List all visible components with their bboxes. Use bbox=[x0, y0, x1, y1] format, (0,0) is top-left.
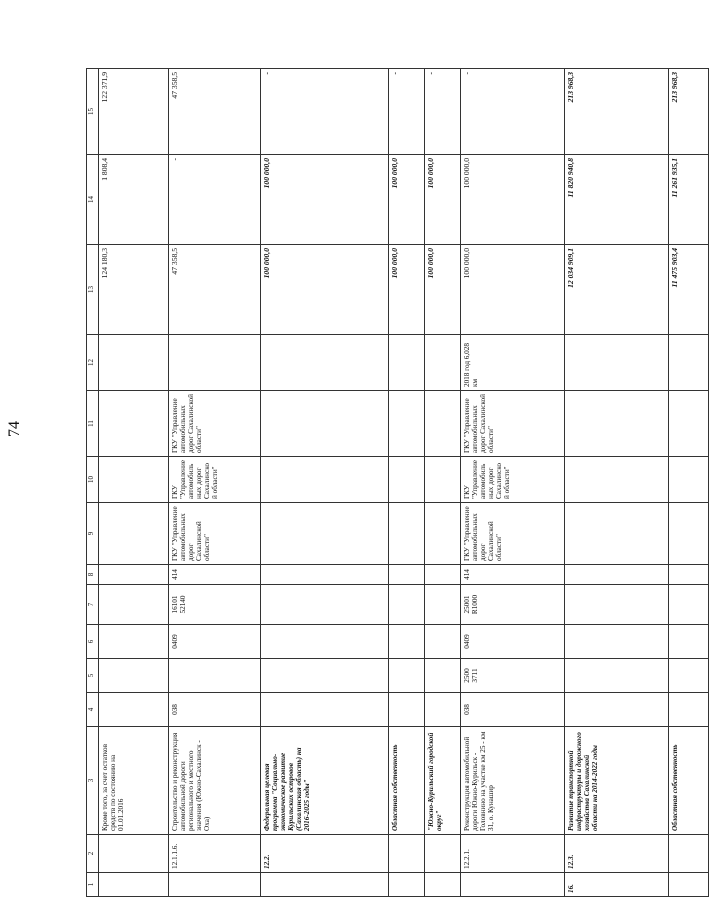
table-cell bbox=[669, 835, 709, 873]
table-cell bbox=[261, 503, 389, 565]
table-cell: 12.2. bbox=[261, 835, 389, 873]
table-cell bbox=[425, 503, 461, 565]
table-cell bbox=[261, 659, 389, 693]
table-cell bbox=[261, 873, 389, 897]
table-cell: 038 bbox=[461, 693, 565, 727]
table-cell: ГКУ "Управление автомобильных дорог Сахалинской области" bbox=[169, 503, 261, 565]
table-cell: 100 000,0 bbox=[261, 155, 389, 245]
table-cell: "Южно-Курильский городской округ" bbox=[425, 727, 461, 835]
table-cell bbox=[389, 335, 425, 391]
table-cell bbox=[461, 873, 565, 897]
table-cell: Областная собственность bbox=[669, 727, 709, 835]
table-cell bbox=[99, 693, 169, 727]
table-cell: 12.2.1. bbox=[461, 835, 565, 873]
table-cell: 100 000,0 bbox=[389, 245, 425, 335]
table-cell bbox=[99, 503, 169, 565]
table-cell: Строительство и реконструкция автомобильной дороги регионального и местного значения (Южно-Сахалинск - Оха) bbox=[169, 727, 261, 835]
table-cell: Федеральная целевая программа "Социально-экономическое развитие Курильских островов (Сахалинская область) на 2016-2025 годы" bbox=[261, 727, 389, 835]
table-cell bbox=[261, 585, 389, 625]
table-cell bbox=[261, 693, 389, 727]
table-cell bbox=[565, 693, 669, 727]
table-cell bbox=[565, 625, 669, 659]
table-cell bbox=[261, 565, 389, 585]
table-cell bbox=[565, 335, 669, 391]
table-cell: - bbox=[169, 155, 261, 245]
table-cell: 11 261 935,1 bbox=[669, 155, 709, 245]
table-cell: Развитие транспортной инфраструктуры и дорожного хозяйства Сахалинской области на 2014-2022 годы bbox=[565, 727, 669, 835]
col-header: 10 bbox=[87, 457, 99, 503]
table-cell bbox=[565, 457, 669, 503]
col-header: 6 bbox=[87, 625, 99, 659]
table-cell: 100 000,0 bbox=[261, 245, 389, 335]
table-cell: 100 000,0 bbox=[461, 155, 565, 245]
table-cell bbox=[425, 457, 461, 503]
table-cell bbox=[425, 625, 461, 659]
table-cell: 11 475 903,4 bbox=[669, 245, 709, 335]
table-cell: 122 371,9 bbox=[99, 69, 169, 155]
table-cell bbox=[169, 659, 261, 693]
table-cell bbox=[669, 503, 709, 565]
table-cell bbox=[389, 565, 425, 585]
table-cell bbox=[99, 873, 169, 897]
table-row bbox=[261, 69, 389, 897]
table-row bbox=[169, 69, 261, 897]
table-cell bbox=[425, 565, 461, 585]
table-cell: 12.1.1.6. bbox=[169, 835, 261, 873]
table-cell bbox=[389, 873, 425, 897]
table-cell bbox=[565, 565, 669, 585]
table-cell bbox=[99, 457, 169, 503]
table-cell: 100 000,0 bbox=[389, 155, 425, 245]
table-cell bbox=[425, 693, 461, 727]
col-header: 7 bbox=[87, 585, 99, 625]
table-cell bbox=[425, 585, 461, 625]
col-header: 4 bbox=[87, 693, 99, 727]
table-cell bbox=[669, 873, 709, 897]
table-cell bbox=[389, 457, 425, 503]
table-cell bbox=[99, 391, 169, 457]
table-body bbox=[99, 69, 709, 897]
table-cell: 0409 bbox=[169, 625, 261, 659]
table-cell bbox=[389, 693, 425, 727]
table-cell: 124 180,3 bbox=[99, 245, 169, 335]
table-cell bbox=[261, 335, 389, 391]
col-header: 8 bbox=[87, 565, 99, 585]
table-row bbox=[461, 69, 565, 897]
col-header: 13 bbox=[87, 245, 99, 335]
col-header: 5 bbox=[87, 659, 99, 693]
table-cell bbox=[565, 391, 669, 457]
table-cell: 100 000,0 bbox=[425, 245, 461, 335]
table-cell: 1 808,4 bbox=[99, 155, 169, 245]
col-header: 11 bbox=[87, 391, 99, 457]
table-cell bbox=[669, 585, 709, 625]
table-cell bbox=[99, 585, 169, 625]
table-cell bbox=[669, 335, 709, 391]
table-row bbox=[565, 69, 669, 897]
page-number: 74 bbox=[6, 421, 23, 437]
table-cell bbox=[669, 693, 709, 727]
table-cell: 213 968,3 bbox=[565, 69, 669, 155]
table-cell bbox=[99, 835, 169, 873]
table-cell: 47 358,5 bbox=[169, 245, 261, 335]
table-cell bbox=[425, 391, 461, 457]
table-cell bbox=[261, 391, 389, 457]
table-cell bbox=[169, 873, 261, 897]
table-cell bbox=[169, 335, 261, 391]
table-cell bbox=[565, 585, 669, 625]
col-header: 1 bbox=[87, 873, 99, 897]
table-cell bbox=[669, 457, 709, 503]
table-cell bbox=[389, 659, 425, 693]
table-cell bbox=[669, 625, 709, 659]
table-cell bbox=[99, 659, 169, 693]
table-cell bbox=[389, 503, 425, 565]
table-cell bbox=[425, 659, 461, 693]
table-cell: 16. bbox=[565, 873, 669, 897]
table-cell bbox=[389, 835, 425, 873]
table-cell: Реконструкция автомобильной дороги Южно-Курильск - Головнино на участке км 25 - км 31, о. Кунашир bbox=[461, 727, 565, 835]
col-header: 14 bbox=[87, 155, 99, 245]
table-cell: 038 bbox=[169, 693, 261, 727]
table-cell: 25001 R1000 bbox=[461, 585, 565, 625]
table-cell bbox=[425, 873, 461, 897]
col-header: 12 bbox=[87, 335, 99, 391]
table-cell: 414 bbox=[461, 565, 565, 585]
table-cell: - bbox=[425, 69, 461, 155]
table-cell bbox=[425, 335, 461, 391]
table-cell: ГКУ "Управление автомобильных дорог Сахалинской области" bbox=[169, 457, 261, 503]
col-header: 9 bbox=[87, 503, 99, 565]
table-cell bbox=[565, 659, 669, 693]
table-cell: 414 bbox=[169, 565, 261, 585]
table-row bbox=[425, 69, 461, 897]
table-cell bbox=[261, 625, 389, 659]
table-row bbox=[669, 69, 709, 897]
table-cell bbox=[565, 503, 669, 565]
table-cell: 47 358,5 bbox=[169, 69, 261, 155]
column-number-row bbox=[87, 69, 99, 897]
table-cell: 11 820 940,8 bbox=[565, 155, 669, 245]
table-cell bbox=[99, 625, 169, 659]
table-cell: ГКУ "Управление автомобильных дорог Сахалинской области" bbox=[461, 457, 565, 503]
table-cell: 100 000,0 bbox=[425, 155, 461, 245]
table-cell bbox=[261, 457, 389, 503]
table-cell: - bbox=[261, 69, 389, 155]
table-cell: 100 000,0 bbox=[461, 245, 565, 335]
table-cell: 213 968,3 bbox=[669, 69, 709, 155]
table-cell bbox=[669, 659, 709, 693]
table-cell: 2500 3711 bbox=[461, 659, 565, 693]
table-cell: - bbox=[461, 69, 565, 155]
table-cell: 12.3. bbox=[565, 835, 669, 873]
table-cell bbox=[669, 565, 709, 585]
table-cell: Областная собственность bbox=[389, 727, 425, 835]
table-cell bbox=[99, 335, 169, 391]
table-cell bbox=[389, 625, 425, 659]
table-row bbox=[99, 69, 169, 897]
table-cell bbox=[99, 565, 169, 585]
table-row bbox=[389, 69, 425, 897]
table-cell: ГКУ "Управление автомобильных дорог Сахалинской области" bbox=[461, 391, 565, 457]
budget-table bbox=[86, 68, 709, 897]
table-cell: Кроме того, за счет остатков средств по состоянию на 01.01.2016 bbox=[99, 727, 169, 835]
table-cell: ГКУ "Управление автомобильных дорог Сахалинской области" bbox=[169, 391, 261, 457]
table-cell bbox=[669, 391, 709, 457]
table-cell: 16101 52140 bbox=[169, 585, 261, 625]
table-cell: 0409 bbox=[461, 625, 565, 659]
col-header: 15 bbox=[87, 69, 99, 155]
table-cell: - bbox=[389, 69, 425, 155]
table-cell bbox=[389, 585, 425, 625]
col-header: 2 bbox=[87, 835, 99, 873]
table-cell: ГКУ "Управление автомобильных дорог Сахалинской области" bbox=[461, 503, 565, 565]
table-cell bbox=[425, 835, 461, 873]
table-cell bbox=[389, 391, 425, 457]
col-header: 3 bbox=[87, 727, 99, 835]
table-cell: 12 034 909,1 bbox=[565, 245, 669, 335]
table-cell: 2018 год 6,028 км bbox=[461, 335, 565, 391]
